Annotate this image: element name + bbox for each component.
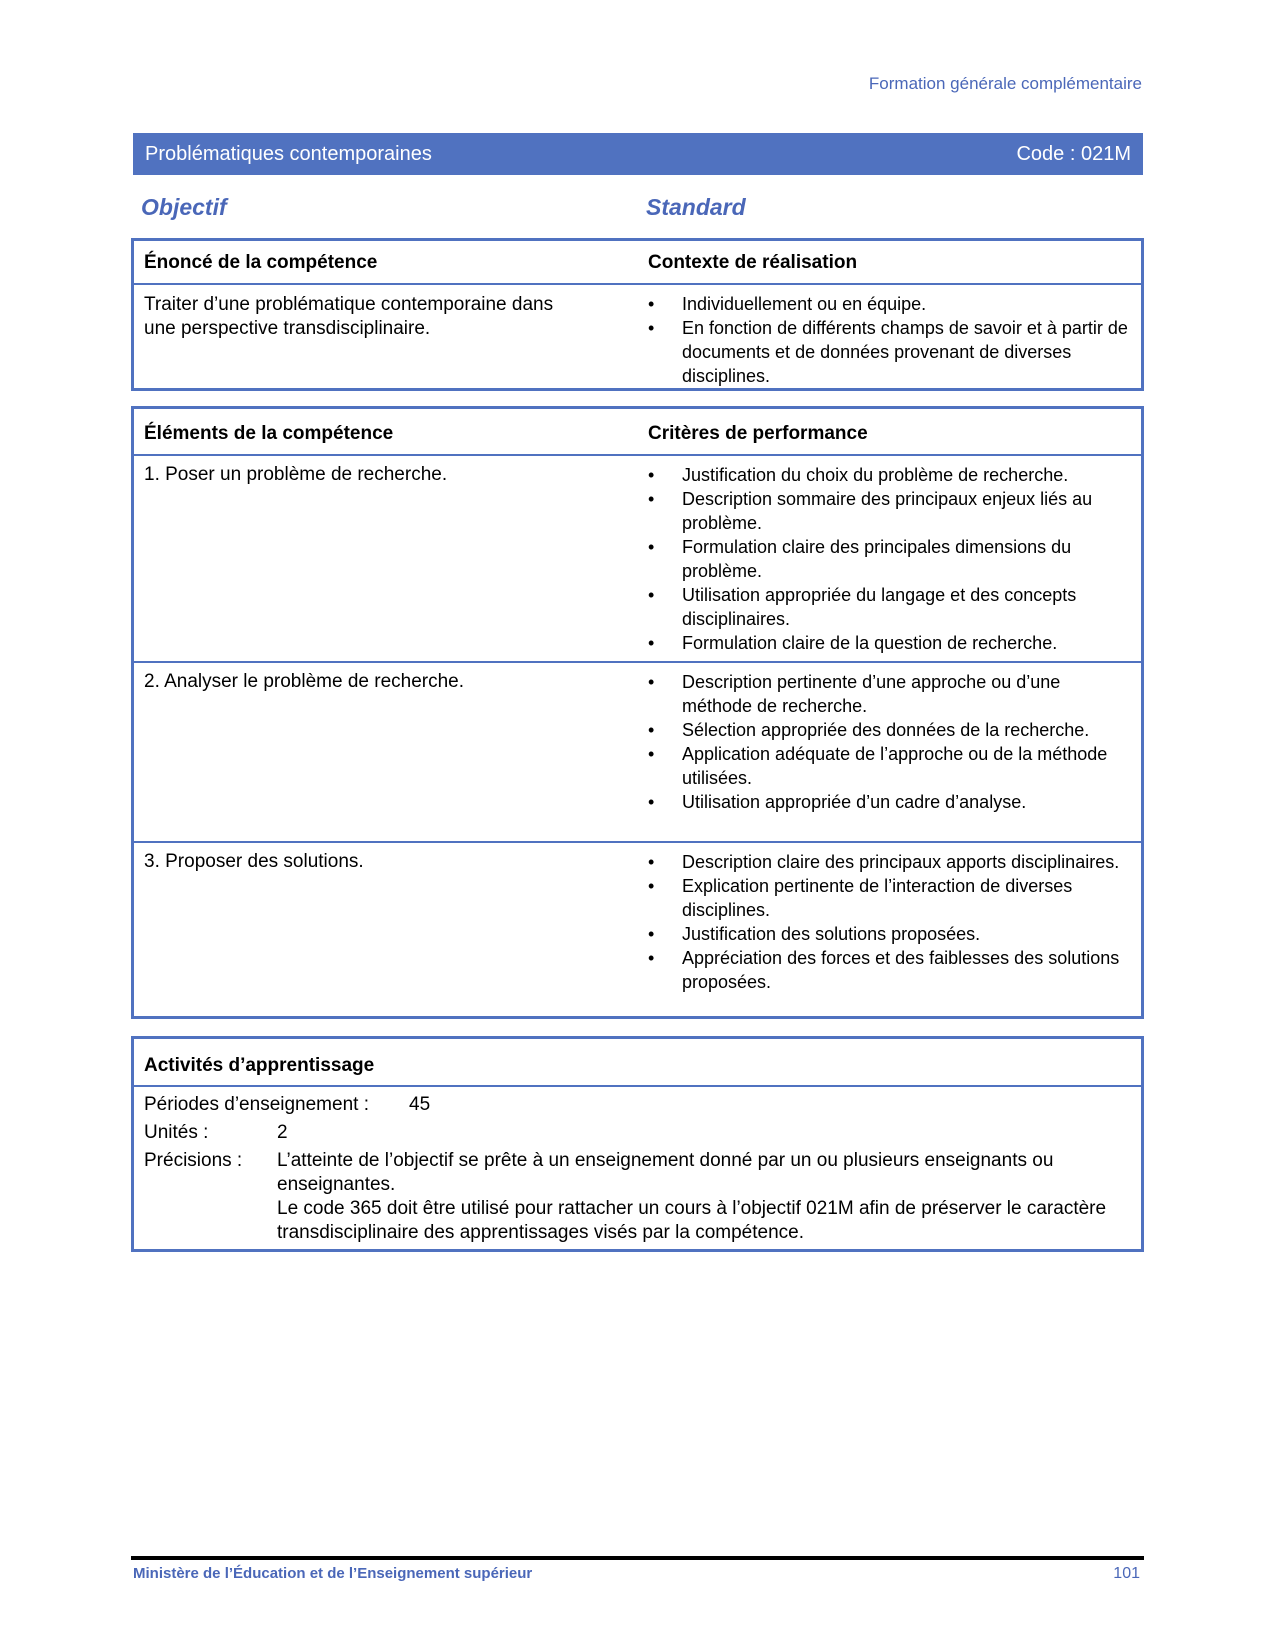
divider	[134, 1085, 1141, 1087]
contexte-list	[648, 292, 1128, 388]
title-bar	[133, 133, 1143, 175]
contexte-header: Contexte de réalisation	[648, 252, 858, 273]
running-header: Formation générale complémentaire	[868, 74, 1142, 93]
list-item: • Description sommaire des principaux enjeux liés au problème.	[648, 487, 1128, 535]
divider	[134, 661, 1141, 663]
list-item: • Individuellement ou en équipe.	[648, 292, 1128, 316]
list-item: • Appréciation des forces et des faiblesses des solutions proposées.	[648, 946, 1128, 994]
list-item: • Utilisation appropriée d’un cadre d’analyse.	[648, 790, 1128, 814]
footer-rule	[131, 1556, 1144, 1560]
unites-row	[144, 1121, 288, 1145]
activites-box	[131, 1036, 1144, 1252]
objectif-label: Objectif	[141, 194, 227, 220]
criteres-header: Critères de performance	[648, 423, 868, 444]
list-item: • Application adéquate de l’approche ou de la méthode utilisées.	[648, 742, 1128, 790]
divider	[134, 841, 1141, 843]
list-item: • Explication pertinente de l’interaction de diverses disciplines.	[648, 874, 1128, 922]
activites-header: Activités d’apprentissage	[144, 1055, 375, 1076]
criteres-list-3	[648, 850, 1128, 994]
list-item: • Sélection appropriée des données de la recherche.	[648, 718, 1128, 742]
list-item: • Formulation claire des principales dimensions du problème.	[648, 535, 1128, 583]
list-item: • Description pertinente d’une approche ou d’une méthode de recherche.	[648, 670, 1128, 718]
elements-header: Éléments de la compétence	[144, 423, 394, 444]
document-title: Problématiques contemporaines	[145, 142, 432, 165]
list-item: • Justification du choix du problème de recherche.	[648, 463, 1128, 487]
unites-value: 2	[277, 1122, 288, 1143]
precisions-paragraph: L’atteinte de l’objectif se prête à un enseignement donné par un ou plusieurs enseignants ou enseignantes.	[277, 1150, 1054, 1195]
course-code: Code : 021M	[1016, 142, 1131, 165]
footer-ministry: Ministère de l’Éducation et de l’Enseignement supérieur	[133, 1565, 533, 1582]
enonce-text: Traiter d’une problématique contemporaine dans une perspective transdisciplinaire.	[144, 294, 554, 339]
element-1: 1. Poser un problème de recherche.	[144, 464, 448, 485]
periodes-value: 45	[409, 1094, 431, 1115]
precisions-paragraph: Le code 365 doit être utilisé pour rattacher un cours à l’objectif 021M afin de préserver le caractère transdisciplinaire des apprentissages visés par la compétence.	[277, 1198, 1107, 1243]
standard-label: Standard	[646, 194, 746, 220]
precisions-text	[277, 1149, 1137, 1245]
element-3: 3. Proposer des solutions.	[144, 851, 364, 872]
list-item: • Justification des solutions proposées.	[648, 922, 1128, 946]
periodes-label: Périodes d’enseignement :	[144, 1094, 369, 1115]
page-number: 101	[1113, 1565, 1140, 1582]
list-item: • Formulation claire de la question de recherche.	[648, 631, 1128, 655]
periodes-row	[144, 1093, 430, 1117]
element-2: 2. Analyser le problème de recherche.	[144, 671, 465, 692]
list-item: • Utilisation appropriée du langage et des concepts disciplinaires.	[648, 583, 1128, 631]
list-item: • En fonction de différents champs de savoir et à partir de documents et de données provenant de diverses disciplines.	[648, 316, 1128, 388]
enonce-header: Énoncé de la compétence	[144, 252, 378, 273]
criteres-list-2	[648, 670, 1128, 814]
precisions-row	[144, 1149, 1137, 1245]
criteres-list-1	[648, 463, 1128, 655]
divider	[134, 283, 1141, 285]
unites-label: Unités :	[144, 1122, 209, 1143]
list-item: • Description claire des principaux apports disciplinaires.	[648, 850, 1128, 874]
precisions-label: Précisions :	[144, 1150, 243, 1171]
divider	[134, 454, 1141, 456]
competence-box	[131, 238, 1144, 391]
elements-box	[131, 406, 1144, 1019]
